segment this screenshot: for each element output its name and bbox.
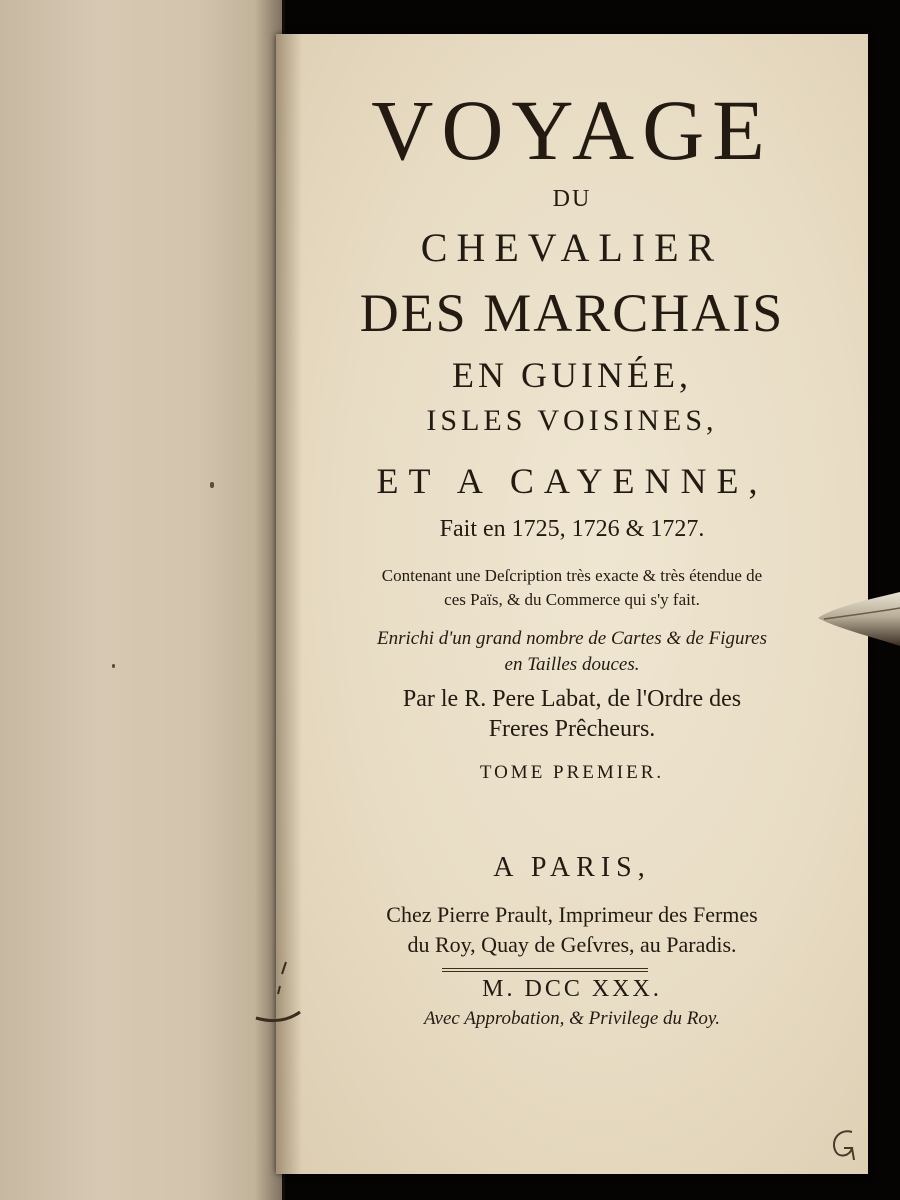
volume-label: TOME PREMIER. bbox=[479, 762, 665, 783]
description-line-1: Contenant une Deſcription très exacte & très étendue de bbox=[381, 566, 763, 585]
title-isles-voisines: ISLES VOISINES, bbox=[426, 404, 718, 437]
title-du: DU bbox=[552, 186, 592, 212]
title-des-marchais: DES MARCHAIS bbox=[359, 283, 785, 343]
illustrations-line-2: en Tailles douces. bbox=[504, 654, 640, 675]
left-page bbox=[0, 0, 282, 1200]
imprint-rule bbox=[442, 968, 648, 972]
paper-speck bbox=[112, 664, 115, 668]
imprint-date: M. DCC XXX. bbox=[482, 976, 662, 1002]
description-line-2: ces Païs, & du Commerce qui s'y fait. bbox=[444, 590, 700, 609]
title-page bbox=[276, 34, 868, 1174]
pencil-marks bbox=[250, 960, 310, 1030]
imprint-city: A PARIS, bbox=[493, 852, 651, 883]
illustrations-line-1: Enrichi d'un grand nombre de Cartes & de Figures bbox=[376, 628, 767, 649]
privilege-line: Avec Approbation, & Privilege du Roy. bbox=[423, 1008, 721, 1029]
title-chevalier: CHEVALIER bbox=[420, 225, 724, 270]
handwritten-mark bbox=[824, 1124, 864, 1164]
paper-speck bbox=[210, 482, 214, 488]
printer-line-1: Chez Pierre Prault, Imprimeur des Fermes bbox=[386, 902, 758, 927]
author-line-1: Par le R. Pere Labat, de l'Ordre des bbox=[402, 686, 742, 712]
printer-line-2: du Roy, Quay de Geſvres, au Paradis. bbox=[407, 932, 737, 957]
title-et-a-cayenne: ET A CAYENNE, bbox=[376, 461, 768, 501]
title-voyage: VOYAGE bbox=[371, 82, 773, 178]
title-en-guinee: EN GUINÉE, bbox=[452, 355, 692, 395]
pointer-tip bbox=[816, 590, 900, 650]
voyage-dates: Fait en 1725, 1726 & 1727. bbox=[439, 516, 705, 542]
author-line-2: Freres Prêcheurs. bbox=[488, 716, 656, 742]
